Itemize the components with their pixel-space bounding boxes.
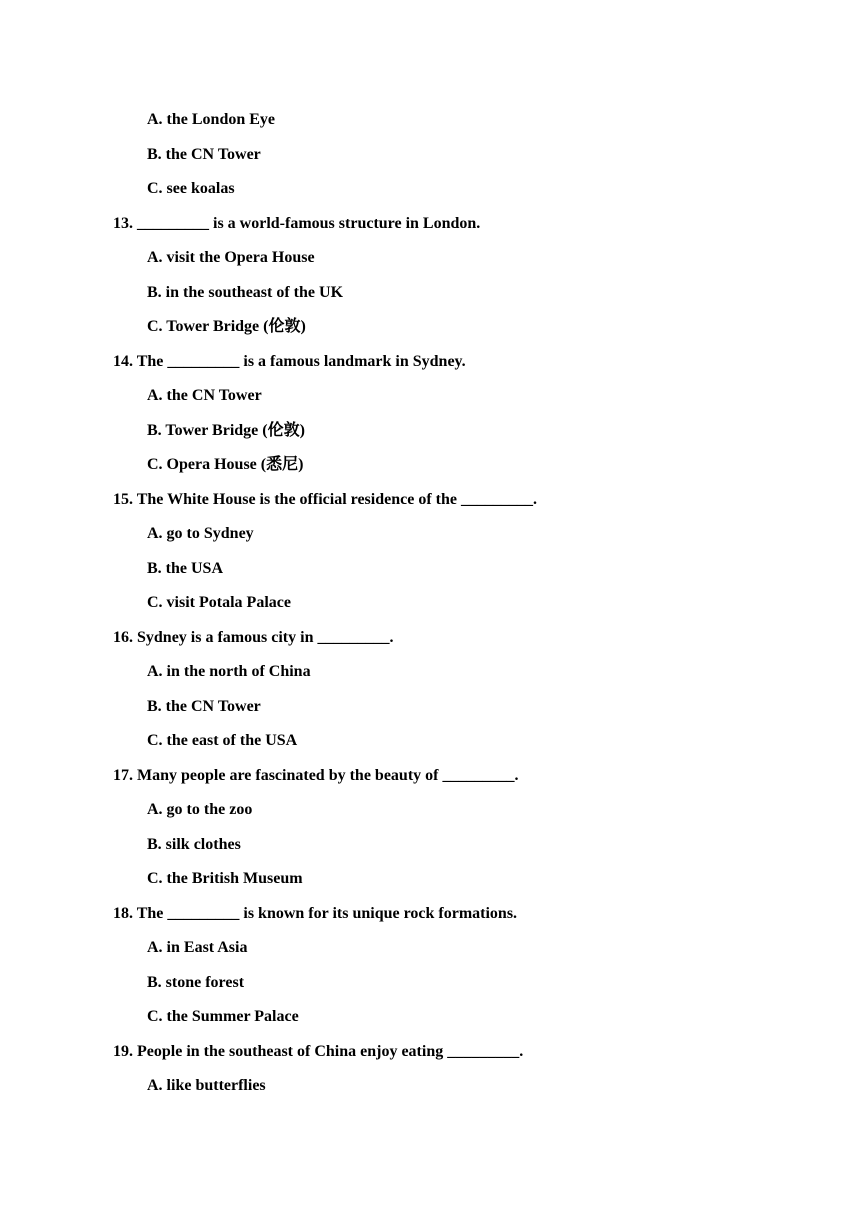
answer-option: C. Opera House (悉尼) <box>147 456 304 473</box>
question-text: 14. The _________ is a famous landmark in Sydney. <box>113 352 466 370</box>
answer-option: A. the London Eye <box>147 111 276 128</box>
question-text: 19. People in the southeast of China enjoy eating _________. <box>113 1042 524 1060</box>
answer-option: B. the CN Tower <box>147 145 261 163</box>
answer-option: A. visit the Opera House <box>147 249 315 266</box>
answer-option: C. see koalas <box>147 180 235 197</box>
answer-option: A. go to the zoo <box>147 801 253 818</box>
answer-option: B. the USA <box>147 559 224 577</box>
answer-option: C. Tower Bridge (伦敦) <box>147 318 306 335</box>
answer-option: C. visit Potala Palace <box>147 594 291 611</box>
answer-option: A. in East Asia <box>147 939 248 956</box>
answer-option: B. stone forest <box>147 973 245 991</box>
answer-option: A. like butterflies <box>147 1077 266 1094</box>
answer-option: B. Tower Bridge (伦敦) <box>147 421 305 439</box>
answer-option: C. the British Museum <box>147 870 303 887</box>
answer-option: B. silk clothes <box>147 835 241 853</box>
answer-option: A. in the north of China <box>147 663 311 680</box>
question-text: 16. Sydney is a famous city in _________. <box>113 628 394 646</box>
question-list <box>0 103 860 1104</box>
answer-option: C. the east of the USA <box>147 732 298 749</box>
answer-option: C. the Summer Palace <box>147 1008 299 1025</box>
question-text: 17. Many people are fascinated by the beauty of _________. <box>113 766 519 784</box>
question-text: 15. The White House is the official residence of the _________. <box>113 490 537 508</box>
answer-option: A. go to Sydney <box>147 525 254 542</box>
question-text: 13. _________ is a world-famous structure in London. <box>113 214 481 232</box>
answer-option: A. the CN Tower <box>147 387 262 404</box>
question-text: 18. The _________ is known for its unique rock formations. <box>113 904 518 922</box>
answer-option: B. in the southeast of the UK <box>147 283 344 301</box>
answer-option: B. the CN Tower <box>147 697 261 715</box>
